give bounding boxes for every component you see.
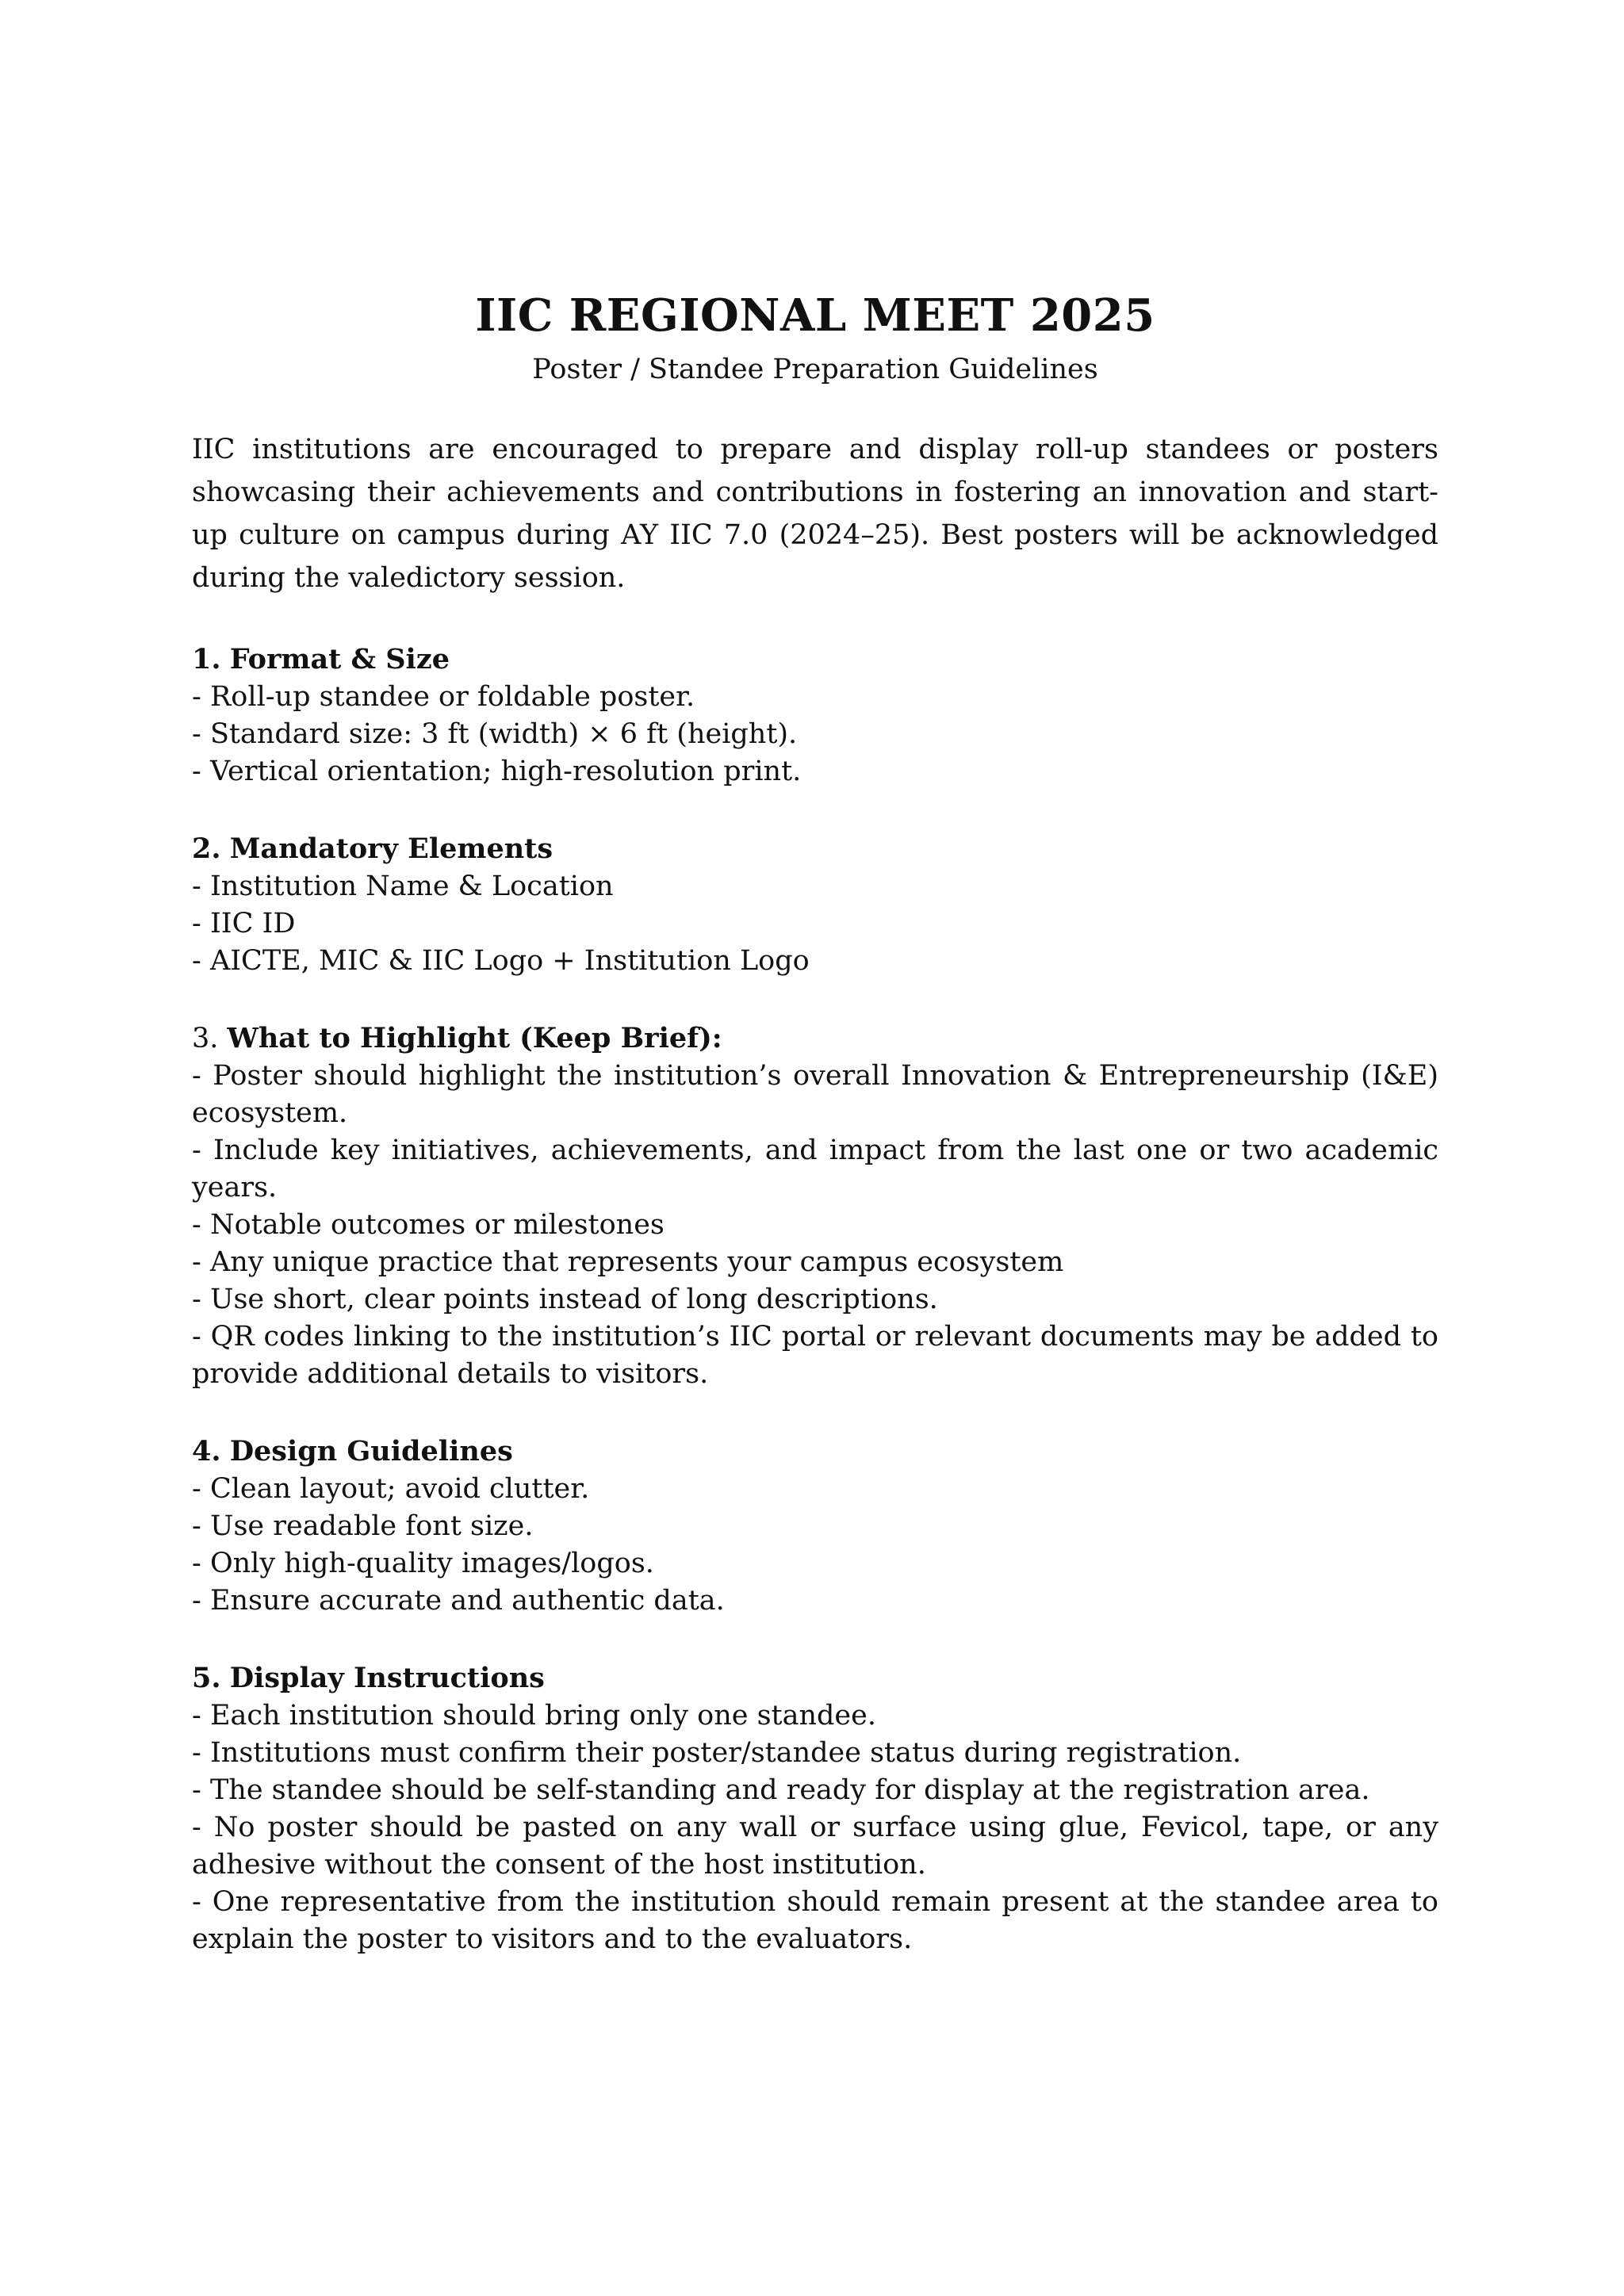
- list-item: - Vertical orientation; high-resolution print.: [192, 756, 802, 787]
- list-item: - Notable outcomes or milestones: [192, 1209, 665, 1241]
- section-title: What to Highlight (Keep Brief):: [227, 1022, 722, 1054]
- list-item: - Use readable font size.: [192, 1510, 534, 1542]
- list-item: - Ensure accurate and authentic data.: [192, 1585, 725, 1617]
- document-body: [192, 285, 1438, 1998]
- list-item: - Use short, clear points instead of long descriptions.: [192, 1284, 938, 1315]
- section-format-size: [192, 641, 1438, 790]
- list-item: - The standee should be self-standing and ready for display at the registration area.: [192, 1774, 1370, 1806]
- list-item: - No poster should be pasted on any wall or surface using glue, Fevicol, tape, or any adhesive without the consent of the host institution.: [192, 1812, 1438, 1881]
- section-number: 1.: [192, 643, 221, 675]
- section-title: Mandatory Elements: [229, 832, 553, 865]
- list-item: - One representative from the institution should remain present at the standee area to explain the poster to visitors and to the evaluators.: [192, 1886, 1438, 1955]
- document-subtitle: Poster / Standee Preparation Guidelines: [532, 354, 1098, 385]
- list-item: - IIC ID: [192, 908, 296, 939]
- section-heading: [192, 641, 1438, 679]
- section-heading: [192, 830, 1438, 868]
- section-design-guidelines: [192, 1433, 1438, 1620]
- section-heading: [192, 1020, 1438, 1058]
- list-item: - Institutions must confirm their poster/standee status during registration.: [192, 1737, 1242, 1769]
- section-number: 4.: [192, 1435, 221, 1468]
- list-item: - Clean layout; avoid clutter.: [192, 1473, 590, 1505]
- list-item: - Institution Name & Location: [192, 871, 614, 902]
- list-item: - Standard size: 3 ft (width) × 6 ft (height).: [192, 718, 798, 750]
- list-item: - Roll-up standee or foldable poster.: [192, 681, 695, 713]
- section-mandatory-elements: [192, 830, 1438, 980]
- section-number: 2.: [192, 832, 221, 865]
- list-item: - QR codes linking to the institution’s IIC portal or relevant documents may be added to provide additional details to visitors.: [192, 1321, 1438, 1390]
- list-item: - AICTE, MIC & IIC Logo + Institution Logo: [192, 945, 810, 977]
- section-what-to-highlight: [192, 1020, 1438, 1393]
- section-number: 3.: [192, 1023, 219, 1054]
- list-item: - Only high-quality images/logos.: [192, 1548, 654, 1579]
- section-heading: [192, 1433, 1438, 1471]
- document-title: IIC REGIONAL MEET 2025: [475, 289, 1155, 342]
- section-number: 5.: [192, 1662, 221, 1694]
- section-title: Display Instructions: [229, 1662, 545, 1694]
- list-item: - Any unique practice that represents your campus ecosystem: [192, 1246, 1064, 1278]
- section-title: Format & Size: [229, 643, 450, 675]
- section-display-instructions: [192, 1659, 1438, 1958]
- list-item: - Include key initiatives, achievements, and impact from the last one or two academic years.: [192, 1135, 1438, 1203]
- intro-paragraph: IIC institutions are encouraged to prepare and display roll-up standees or posters showcasing their achievements and contributions in fostering an innovation and start-up culture on campus during AY IIC 7.0 (2024–25). Best posters will be acknowledged during the valedictory session.: [192, 434, 1438, 594]
- section-title: Design Guidelines: [229, 1435, 513, 1468]
- section-heading: [192, 1659, 1438, 1697]
- list-item: - Each institution should bring only one standee.: [192, 1700, 876, 1732]
- list-item: - Poster should highlight the institution’s overall Innovation & Entrepreneurship (I&E) ecosystem.: [192, 1060, 1438, 1129]
